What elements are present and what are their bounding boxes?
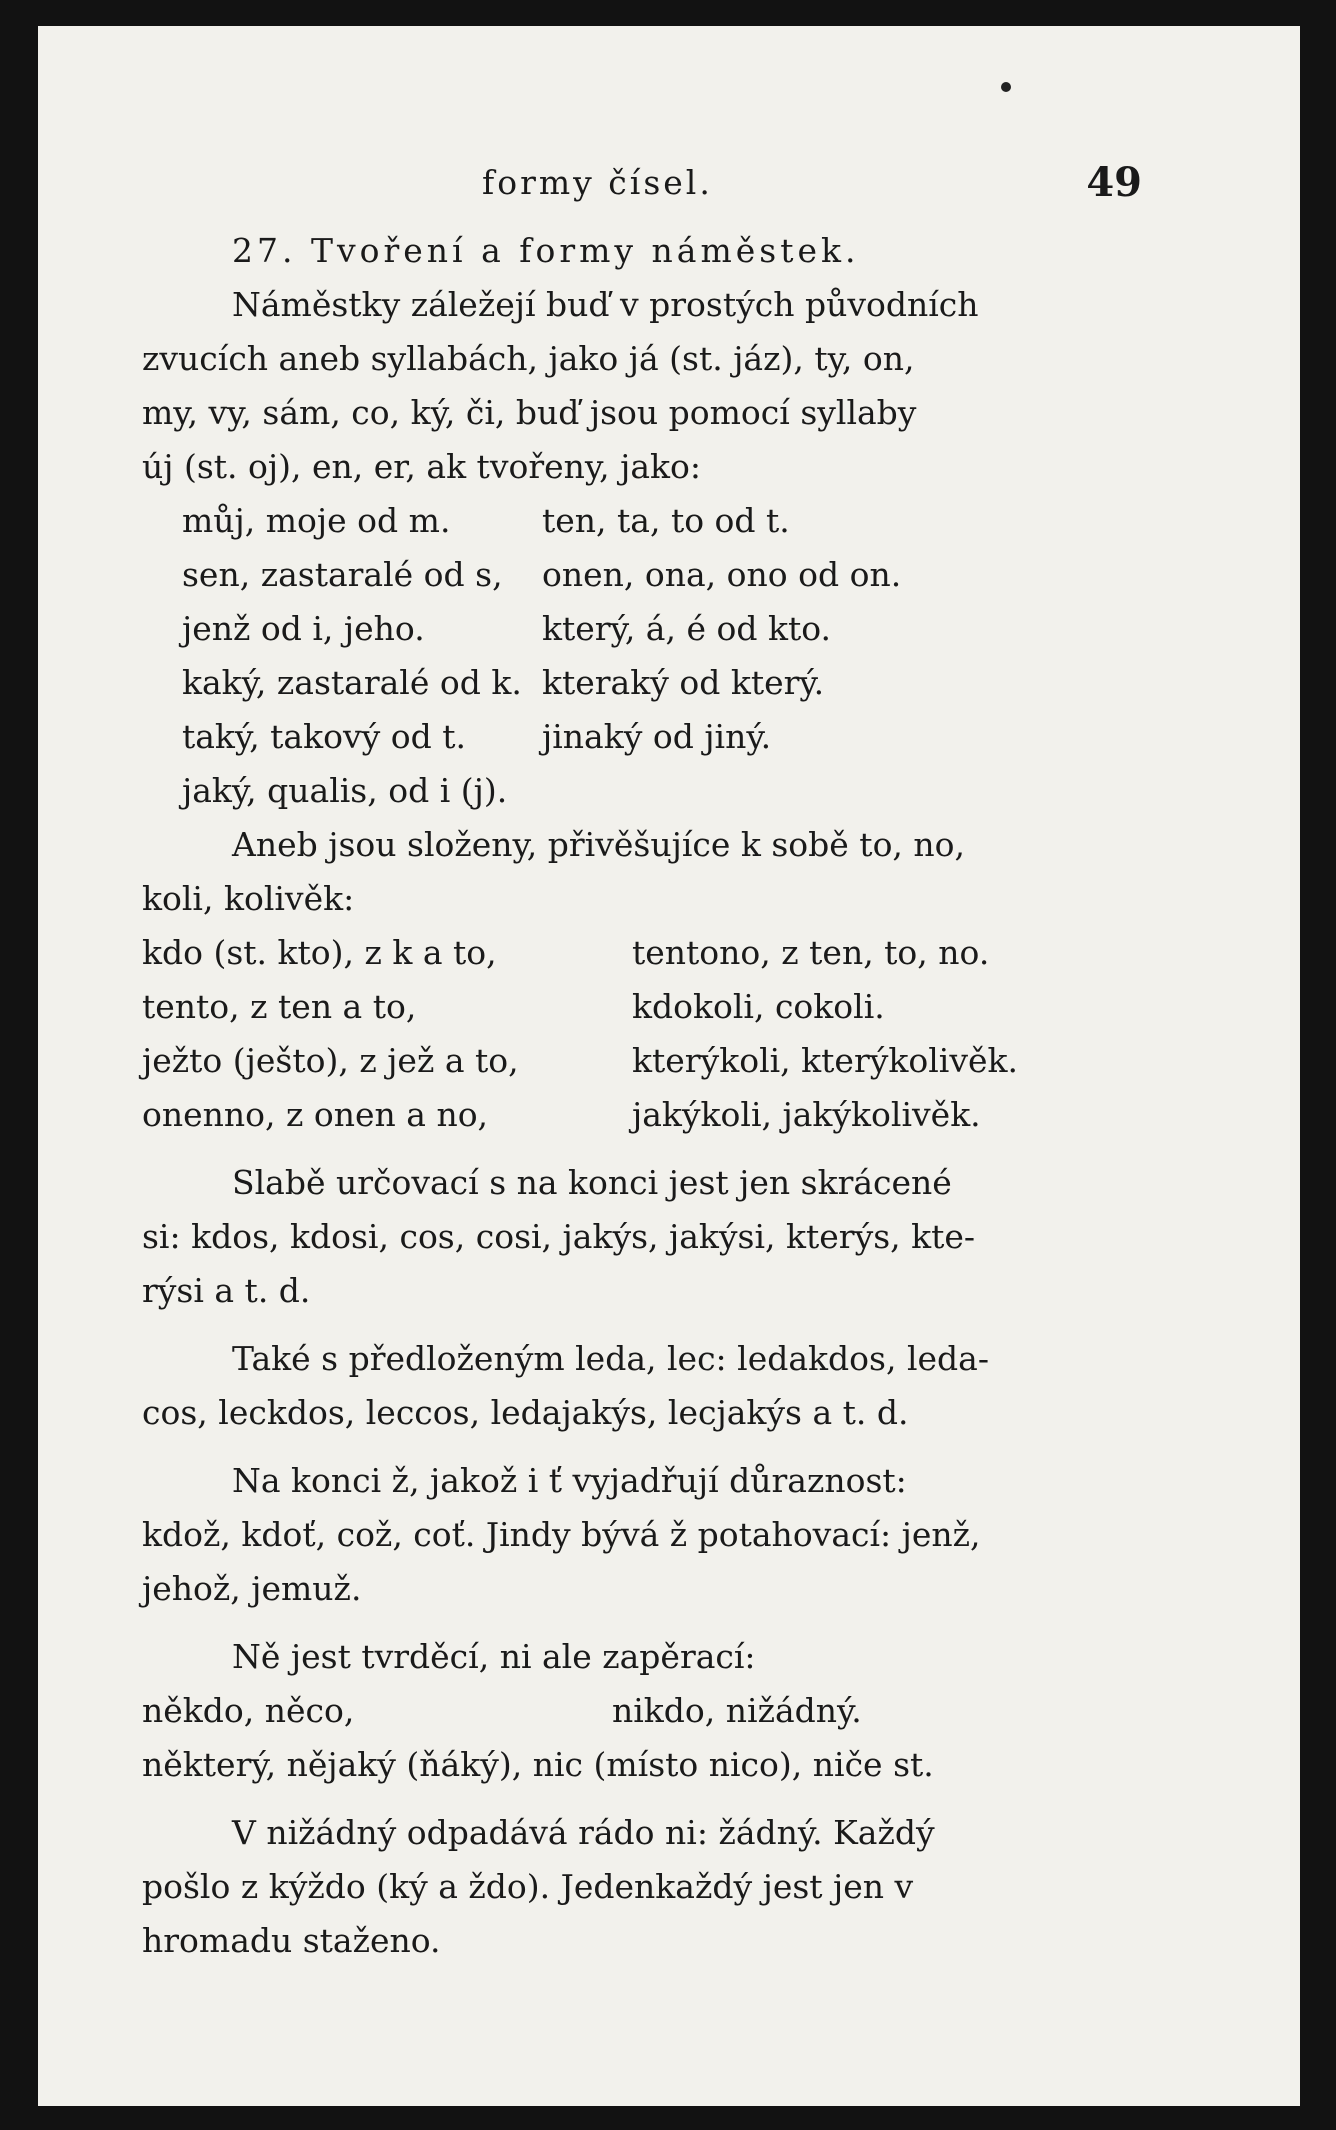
table-cell: ten, ta, to od t. xyxy=(542,501,790,540)
paragraph-line: zvucích aneb syllabách, jako já (st. jáz), ty, on, xyxy=(142,339,915,378)
section-heading: 27. Tvoření a formy náměstek. xyxy=(232,231,860,270)
paragraph-prefixes xyxy=(142,1332,1142,1440)
paragraph-line: si: kdos, kdosi, cos, cosi, jakýs, jakýsi, kterýs, kte- xyxy=(142,1217,976,1256)
paragraph-line: Aneb jsou složeny, přivěšujíce k sobě to, no, xyxy=(232,825,966,864)
page-content xyxy=(142,148,1142,1968)
paragraph-line: Také s předloženým leda, lec: ledakdos, leda- xyxy=(232,1339,989,1378)
running-header xyxy=(142,148,1142,218)
spacer xyxy=(142,1440,1142,1454)
ink-spot xyxy=(1001,82,1011,92)
table-row xyxy=(142,656,1142,710)
table-row xyxy=(142,926,1142,980)
table-cell: jaký, qualis, od i (j). xyxy=(182,771,508,810)
table-cell: kteraký od který. xyxy=(542,663,825,702)
paragraph-compounds xyxy=(142,818,1142,926)
paragraph-line: hromadu staženo. xyxy=(142,1921,441,1960)
table-cell: který, á, é od kto. xyxy=(542,609,831,648)
paragraph-emphasis xyxy=(142,1454,1142,1616)
table-cell: jenž od i, jeho. xyxy=(182,609,425,648)
table-row xyxy=(142,1034,1142,1088)
table-cell: někdo, něco, xyxy=(142,1691,355,1730)
table-cell: jakýkoli, jakýkolivěk. xyxy=(632,1095,981,1134)
table-cell: kdo (st. kto), z k a to, xyxy=(142,933,497,972)
table-cell: tento, z ten a to, xyxy=(142,987,417,1026)
table-cell: některý, nějaký (ňáký), nic (místo nico), niče st. xyxy=(142,1745,934,1784)
paragraph-line: pošlo z kýždo (ký a ždo). Jedenkaždý jest jen v xyxy=(142,1867,914,1906)
paragraph-line: kdož, kdoť, což, coť. Jindy bývá ž potahovací: jenž, xyxy=(142,1515,981,1554)
paragraph-line: új (st. oj), en, er, ak tvořeny, jako: xyxy=(142,447,702,486)
table-cell: kterýkoli, kterýkolivěk. xyxy=(632,1041,1018,1080)
running-title: formy čísel. xyxy=(482,163,713,202)
spacer xyxy=(142,1142,1142,1156)
table-row xyxy=(142,980,1142,1034)
paragraph-line: V nižádný odpadává rádo ni: žádný. Každý xyxy=(232,1813,935,1852)
table-row xyxy=(142,764,1142,818)
paragraph-line: cos, leckdos, leccos, ledajakýs, lecjakýs a t. d. xyxy=(142,1393,909,1432)
paragraph-line: jehož, jemuž. xyxy=(142,1569,362,1608)
paragraph-line: Slabě určovací s na konci jest jen skrácené xyxy=(232,1163,952,1202)
spacer xyxy=(142,1792,1142,1806)
paragraph-intro xyxy=(142,278,1142,494)
table-cell: kdokoli, cokoli. xyxy=(632,987,885,1026)
table-row xyxy=(142,494,1142,548)
table-row xyxy=(142,1684,1142,1738)
spacer xyxy=(142,1318,1142,1332)
table-cell: jinaký od jiný. xyxy=(542,717,772,756)
paragraph-line: rýsi a t. d. xyxy=(142,1271,311,1310)
paragraph-s-suffix xyxy=(142,1156,1142,1318)
table-row xyxy=(142,548,1142,602)
paragraph-line: koli, kolivěk: xyxy=(142,879,355,918)
paragraph-zadny xyxy=(142,1806,1142,1968)
table-row xyxy=(142,710,1142,764)
paragraph-line: Ně jest tvrděcí, ni ale zapěrací: xyxy=(232,1637,756,1676)
page-number: 49 xyxy=(1086,159,1142,206)
paragraph-line: Na konci ž, jakož i ť vyjadřují důraznost: xyxy=(232,1461,907,1500)
table-cell: ježto (ješto), z jež a to, xyxy=(142,1041,519,1080)
table-row xyxy=(142,602,1142,656)
pronoun-table-2 xyxy=(142,926,1142,1142)
paragraph-line: Náměstky záležejí buď v prostých původních xyxy=(232,285,979,324)
spacer xyxy=(142,1616,1142,1630)
table-row xyxy=(142,1738,1142,1792)
table-cell: nikdo, nižádný. xyxy=(612,1691,862,1730)
table-cell: taký, takový od t. xyxy=(182,717,466,756)
table-cell: kaký, zastaralé od k. xyxy=(182,663,522,702)
paragraph-line: my, vy, sám, co, ký, či, buď jsou pomocí syllaby xyxy=(142,393,917,432)
book-page xyxy=(38,26,1300,2106)
paragraph-negation xyxy=(142,1630,1142,1684)
pronoun-table-1 xyxy=(142,494,1142,818)
table-row xyxy=(142,1088,1142,1142)
pronoun-table-3 xyxy=(142,1684,1142,1792)
table-cell: onen, ona, ono od on. xyxy=(542,555,902,594)
table-cell: tentono, z ten, to, no. xyxy=(632,933,990,972)
table-cell: sen, zastaralé od s, xyxy=(182,555,503,594)
table-cell: onenno, z onen a no, xyxy=(142,1095,489,1134)
table-cell: můj, moje od m. xyxy=(182,501,451,540)
